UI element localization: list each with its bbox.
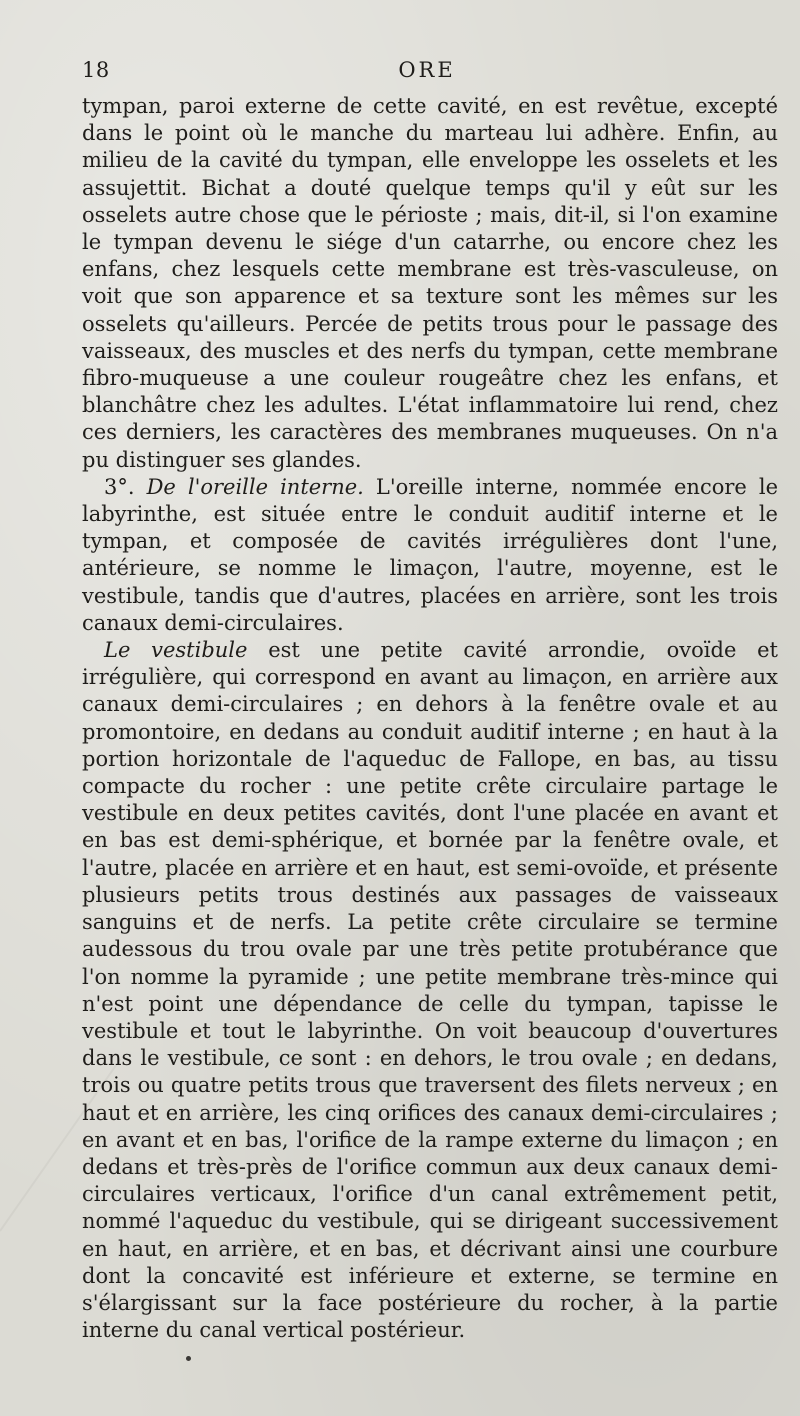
page-number: 18 — [82, 58, 110, 82]
body-text — [82, 93, 778, 1344]
paragraph-oreille-interne — [82, 474, 778, 637]
paragraph-vestibule — [82, 637, 778, 1344]
term-vestibule: Le vestibule — [104, 638, 248, 663]
paragraph-text: L'oreille interne, nommée encore le labyrinthe, est située entre le conduit auditif interne et le tympan, et composée de cavités irrégulières dont l'une, antérieure, se nomme le limaçon, l'autre, moyenne, est le vestibule, tandis que d'autres, placées en arrière, sont les trois canaux demi-circulaires. — [82, 474, 778, 635]
paragraph-tympan — [82, 93, 778, 474]
ink-speck — [186, 1356, 191, 1361]
section-number: 3°. — [104, 474, 147, 499]
paragraph-text: tympan, paroi externe de cette cavité, en est revêtue, excepté dans le point où le manche du marteau lui adhère. Enfin, au milieu de la cavité du tympan, elle enveloppe les osselets et les assujettit. Bichat a douté quelque temps qu'il y eût sur les osselets autre chose que le périoste ; mais, dit-il, si l'on examine le tympan devenu le siége d'un catarrhe, ou encore chez les enfans, chez lesquels cette membrane est très-vasculeuse, on voit que son apparence et sa texture sont les mêmes sur les osselets qu'ailleurs. Percée de petits trous pour le passage des vaisseaux, des muscles et des nerfs du tympan, cette membrane fibro-muqueuse a une couleur rougeâtre chez les enfans, et blanchâtre chez les adultes. L'état inflammatoire lui rend, chez ces derniers, les caractères des membranes muqueuses. On n'a pu distinguer ses glandes. — [82, 94, 778, 472]
paragraph-text: est une petite cavité arrondie, ovoïde et irrégulière, qui correspond en avant au limaçon, en arrière aux canaux demi-circulaires ; en dehors à la fenêtre ovale et au promontoire, en dedans au conduit auditif interne ; en haut à la portion horizontale de l'aqueduc de Fallope, en bas, au tissu compacte du rocher : une petite crête circulaire partage le vestibule en deux petites cavités, dont l'une placée en avant et en bas est demi-sphérique, et bornée par la fenêtre ovale, et l'autre, placée en arrière et en haut, est semi-ovoïde, et présente plusieurs petits trous destinés aux passages de vaisseaux sanguins et de nerfs. La petite crête circulaire se termine audessous du trou ovale par une très petite protubérance que l'on nomme la pyramide ; une petite membrane très-mince qui n'est point une dépendance de celle du tympan, tapisse le vestibule et tout le labyrinthe. On voit beaucoup d'ouvertures dans le vestibule, ce sont : en dehors, le trou ovale ; en dedans, trois ou quatre petits trous que traversent des filets nerveux ; en haut et en arrière, les cinq orifices des canaux demi-circulaires ; en avant et en bas, l'orifice de la rampe externe du limaçon ; en dedans et très-près de l'orifice commun aux deux canaux demi-circulaires verticaux, l'orifice d'un canal extrêmement petit, nommé l'aqueduc du vestibule, qui se dirigeant successivement en haut, en arrière, et en bas, et décrivant ainsi une courbure dont la concavité est inférieure et externe, se termine en s'élargissant sur la face postérieure du rocher, à la partie interne du canal vertical postérieur. — [82, 638, 778, 1343]
running-head: ORE — [398, 58, 456, 82]
page-header — [82, 58, 772, 88]
section-heading: De l'oreille interne. — [146, 474, 364, 499]
